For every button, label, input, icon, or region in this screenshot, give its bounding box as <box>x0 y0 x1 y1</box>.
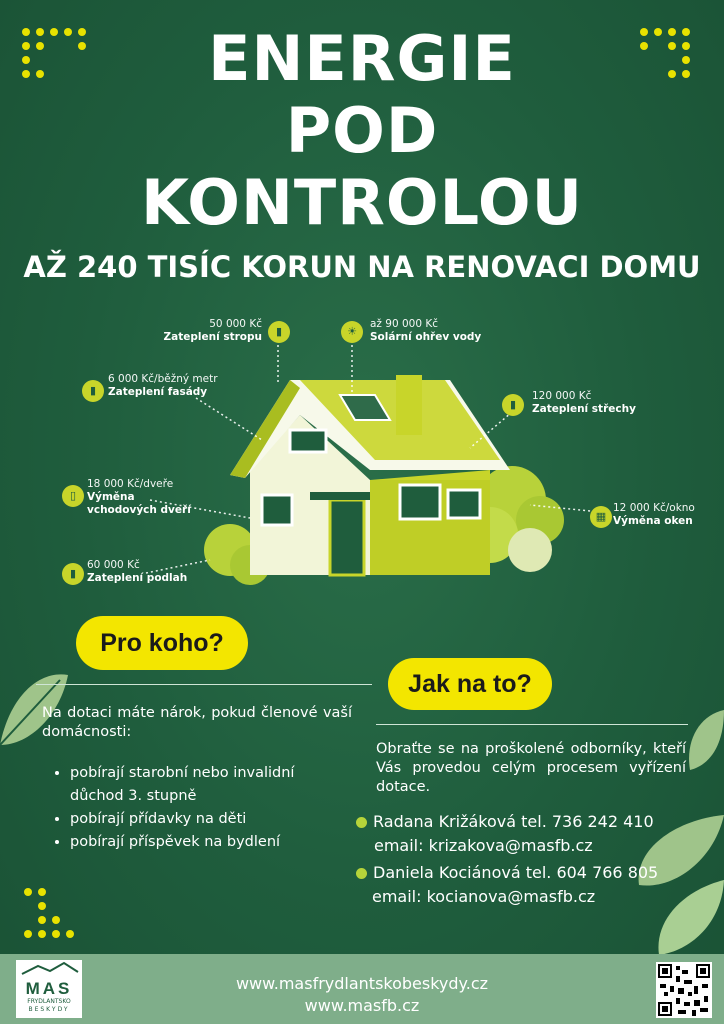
footer <box>0 954 724 1024</box>
item-door <box>87 478 207 517</box>
footer-url-1: www.masfrydlantskobeskydy.cz <box>235 974 489 993</box>
item-floor <box>87 559 207 585</box>
subtitle: AŽ 240 TISÍC KORUN NA RENOVACI DOMU <box>23 250 701 284</box>
item-value: až 90 000 Kč <box>370 318 439 330</box>
title-line-2: POD <box>285 94 439 167</box>
footer-url-2: www.masfb.cz <box>304 996 420 1015</box>
item-solar <box>370 318 520 344</box>
for-whom-intro: Na dotaci máte nárok, pokud členové vaší domácnosti: <box>42 705 352 740</box>
item-value: 6 000 Kč/běžný metr <box>108 373 218 385</box>
item-windows <box>613 502 721 528</box>
title-line-1: ENERGIE <box>208 22 516 95</box>
divider-left <box>36 684 372 685</box>
contact-name-phone: Radana Križáková tel. 736 242 410 <box>373 812 654 831</box>
bullet-dot <box>356 868 367 879</box>
item-name: Zateplení střechy <box>532 403 636 415</box>
corner-dots-bottom-left <box>24 888 84 948</box>
bullet-dot <box>356 817 367 828</box>
thermometer-icon: ▮ <box>62 563 84 585</box>
item-roof <box>532 390 672 416</box>
item-name: Solární ohřev vody <box>370 331 482 343</box>
logo-sub-2: BESKYDY <box>28 1006 70 1013</box>
contact-email: email: kocianova@masfb.cz <box>372 887 596 906</box>
window-icon: ▦ <box>590 506 612 528</box>
logo-sub-1: FRYDLANTSKO <box>27 998 71 1005</box>
list-item: • pobírají příspěvek na bydlení <box>70 831 340 854</box>
item-name: Výměna oken <box>613 515 693 527</box>
item-value: 60 000 Kč <box>87 559 140 571</box>
door-icon: ▯ <box>62 485 84 507</box>
thermometer-icon: ▮ <box>502 394 524 416</box>
logo-text: MAS <box>25 979 73 998</box>
contact-email: email: krizakova@masfb.cz <box>374 836 593 855</box>
leaf-right-top-decoration <box>680 705 724 775</box>
divider-right <box>376 724 688 725</box>
contact-1 <box>356 810 676 858</box>
item-value: 12 000 Kč/okno <box>613 502 695 514</box>
solar-icon: ☀ <box>341 321 363 343</box>
item-facade <box>108 373 268 399</box>
logo-mountains-icon <box>16 960 82 976</box>
item-name: Výměna vchodových dveří <box>87 491 191 516</box>
title-line-3: KONTROLOU <box>141 166 583 239</box>
list-item: • pobírají starobní nebo invalidní důchod 3. stupně <box>70 762 340 808</box>
item-name: Zateplení stropu <box>163 331 262 343</box>
thermometer-icon: ▮ <box>82 380 104 402</box>
contact-2 <box>356 861 686 909</box>
contact-name-phone: Daniela Kociánová tel. 604 766 805 <box>373 863 659 882</box>
item-value: 120 000 Kč <box>532 390 592 402</box>
item-name: Zateplení fasády <box>108 386 208 398</box>
how-to-text: Obraťte se na proškolené odborníky, kteří Vás provedou celým procesem vyřízení dotace. <box>376 741 686 795</box>
item-ceiling <box>150 318 262 344</box>
thermometer-icon: ▮ <box>268 321 290 343</box>
for-whom-heading: Pro koho? <box>76 616 248 670</box>
for-whom-list <box>52 762 340 854</box>
list-item: • pobírají přídavky na děti <box>70 808 340 831</box>
item-value: 18 000 Kč/dveře <box>87 478 174 490</box>
item-name: Zateplení podlah <box>87 572 188 584</box>
item-value: 50 000 Kč <box>209 318 262 330</box>
how-to-heading: Jak na to? <box>388 658 552 710</box>
qr-code <box>656 962 712 1018</box>
mas-logo <box>16 960 82 1018</box>
